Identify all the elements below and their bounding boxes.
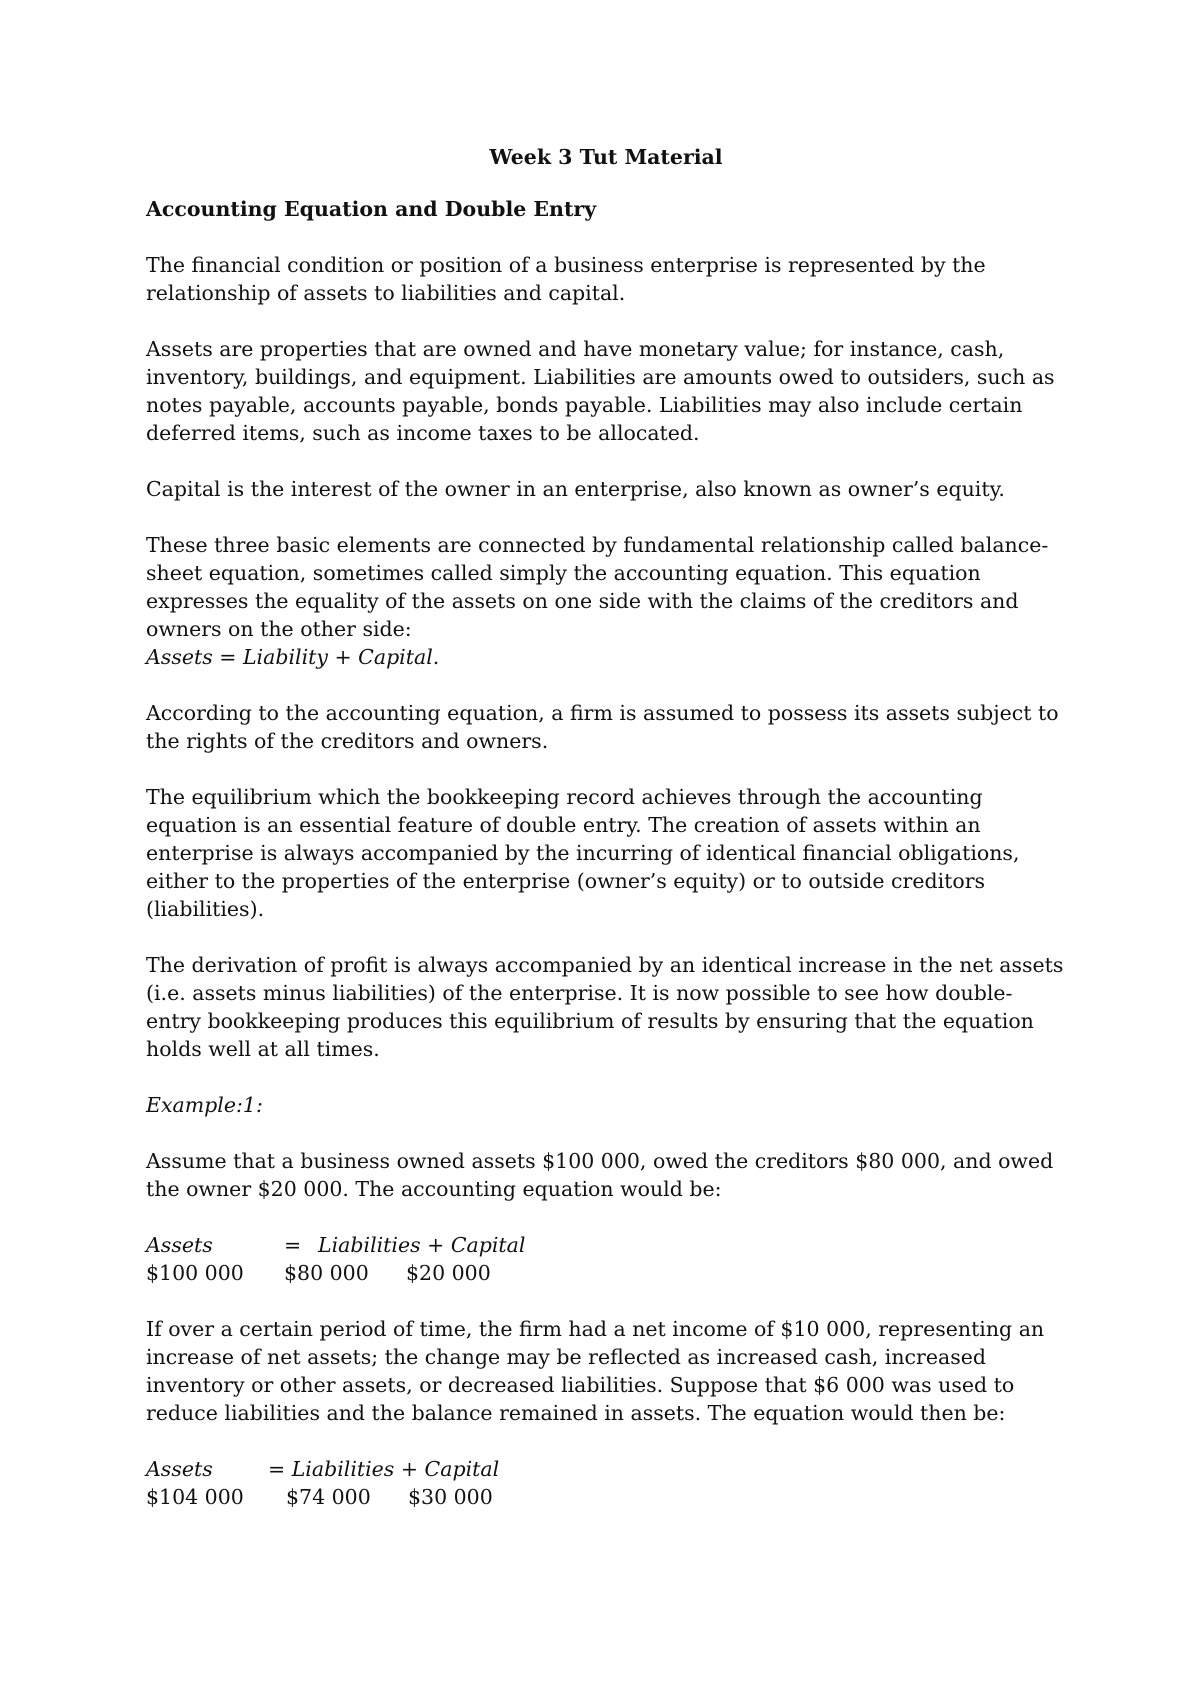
table-header-equals: = (284, 1233, 302, 1257)
table-header-assets: Assets (146, 1457, 213, 1481)
table-row (146, 1455, 1066, 1483)
example-label: Example:1: (146, 1093, 263, 1117)
table-value-assets: $104 000 (146, 1485, 244, 1509)
table-value-assets: $100 000 (146, 1261, 244, 1285)
section-heading: Accounting Equation and Double Entry (146, 197, 597, 221)
equation-table-1 (146, 1231, 1066, 1287)
paragraph-accounting-equation: According to the accounting equation, a firm is assumed to possess its assets subject to the rights of the creditors and owners. (146, 701, 1059, 753)
paragraph-equilibrium: The equilibrium which the bookkeeping record achieves through the accounting equation is an essential feature of double entry. The creation of assets within an enterprise is always accompanied by the incurring of identical financial obligations, either to the properties of the enterprise (owner’s equity) or to outside creditors (liabilities). (146, 785, 1020, 921)
paragraph-net-income: If over a certain period of time, the firm had a net income of $10 000, representing an increase of net assets; the change may be reflected as increased cash, increased inventory or other assets, or decreased liabilities. Suppose that $6 000 was used to reduce liabilities and the balance remained in assets. The equation would then be: (146, 1317, 1045, 1425)
table-value-liabilities: $74 000 (286, 1485, 371, 1509)
table-row (146, 1231, 1066, 1259)
table-row (146, 1259, 1066, 1287)
paragraph-basic-elements: These three basic elements are connected by fundamental relationship called balance-sheet equation, sometimes called simply the accounting equation. This equation expresses the equality of the assets on one side with the claims of the creditors and owners on the other side: (146, 533, 1049, 641)
accounting-equation: Assets = Liability + Capital. (146, 645, 440, 669)
paragraph-assets-liabilities: Assets are properties that are owned and have monetary value; for instance, cash, inventory, buildings, and equipment. Liabilities are amounts owed to outsiders, such as notes payable, accounts payable, bonds payable. Liabilities may also include certain deferred items, such as income taxes to be allocated. (146, 337, 1055, 445)
table-header-liabilities-capital: = Liabilities + Capital (268, 1457, 500, 1481)
paragraph-example-assumption: Assume that a business owned assets $100 000, owed the creditors $80 000, and owed the owner $20 000. The accounting equation would be: (146, 1149, 1054, 1201)
document-title: Week 3 Tut Material (489, 145, 723, 169)
table-header-assets: Assets (146, 1233, 213, 1257)
table-row (146, 1483, 1066, 1511)
paragraph-financial-condition: The financial condition or position of a business enterprise is represented by the relationship of assets to liabilities and capital. (146, 253, 986, 305)
table-value-capital: $20 000 (406, 1261, 491, 1285)
table-value-capital: $30 000 (408, 1485, 493, 1509)
document-page (146, 143, 1066, 1511)
table-value-liabilities: $80 000 (284, 1261, 369, 1285)
paragraph-capital: Capital is the interest of the owner in an enterprise, also known as owner’s equity. (146, 477, 1005, 501)
paragraph-profit-derivation: The derivation of profit is always accompanied by an identical increase in the net assets (i.e. assets minus liabilities) of the enterprise. It is now possible to see how double-entry bookkeeping produces this equilibrium of results by ensuring that the equation holds well at all times. (146, 953, 1064, 1061)
table-header-liabilities-capital: Liabilities + Capital (318, 1233, 526, 1257)
equation-table-2 (146, 1455, 1066, 1511)
